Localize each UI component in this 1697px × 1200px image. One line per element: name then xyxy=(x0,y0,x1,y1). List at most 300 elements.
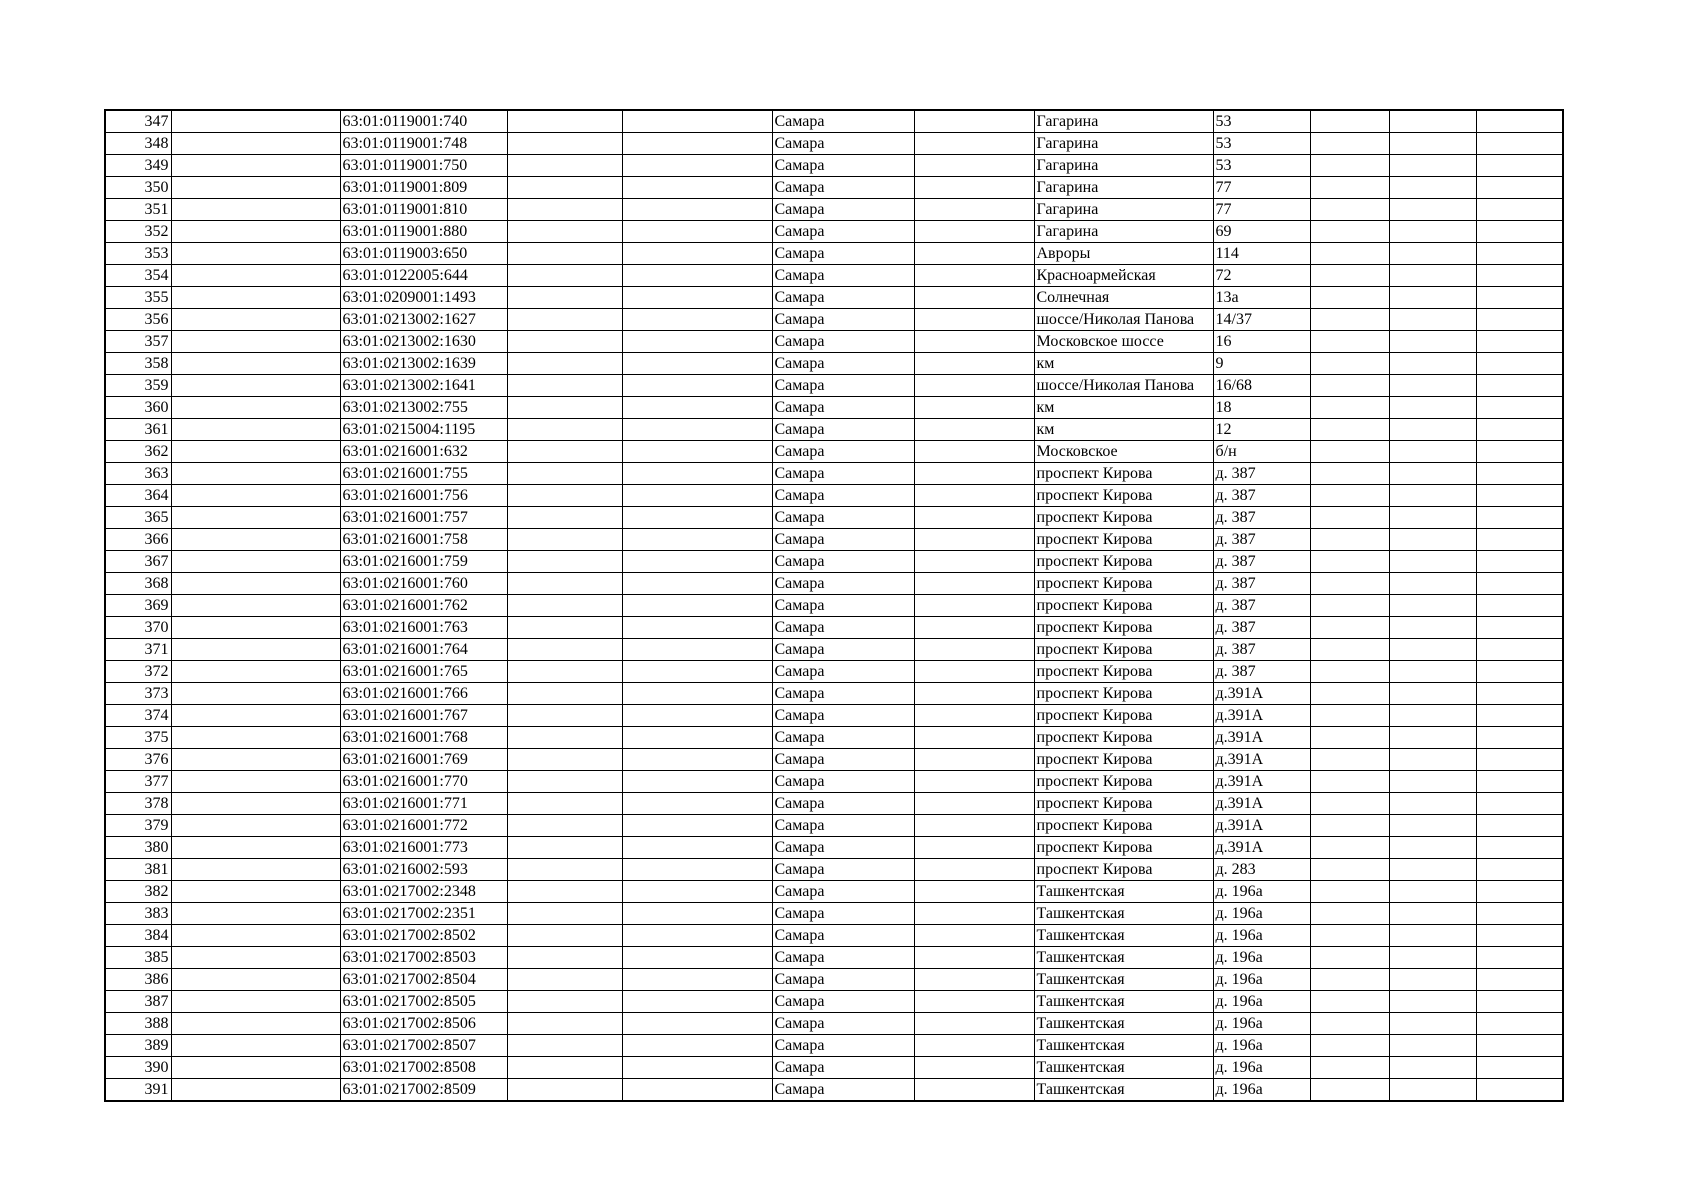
cell-street: проспект Кирова xyxy=(1034,617,1213,639)
cell-city: Самара xyxy=(772,661,914,683)
table-row xyxy=(105,529,1563,551)
cell-col-4 xyxy=(507,287,622,309)
cell-col-4 xyxy=(507,595,622,617)
cell-city: Самара xyxy=(772,947,914,969)
cell-col-5 xyxy=(622,199,772,221)
cell-col-7 xyxy=(914,661,1034,683)
cell-house: д. 387 xyxy=(1213,573,1310,595)
cell-row-number: 351 xyxy=(105,199,171,221)
table-row xyxy=(105,771,1563,793)
cell-col-7 xyxy=(914,815,1034,837)
cell-col-10 xyxy=(1310,837,1389,859)
cell-street: Ташкентская xyxy=(1034,881,1213,903)
cell-col-5 xyxy=(622,155,772,177)
cell-col-10 xyxy=(1310,595,1389,617)
cell-col-7 xyxy=(914,397,1034,419)
cell-street: км xyxy=(1034,397,1213,419)
cell-house: д. 196а xyxy=(1213,1013,1310,1035)
table-row xyxy=(105,969,1563,991)
cell-city: Самара xyxy=(772,925,914,947)
cell-house: 72 xyxy=(1213,265,1310,287)
cell-col-10 xyxy=(1310,859,1389,881)
cell-street: Ташкентская xyxy=(1034,903,1213,925)
cell-city: Самара xyxy=(772,881,914,903)
cell-row-number: 350 xyxy=(105,177,171,199)
cell-row-number: 359 xyxy=(105,375,171,397)
cell-col-10 xyxy=(1310,551,1389,573)
cell-col-12 xyxy=(1476,815,1563,837)
cell-col-12 xyxy=(1476,485,1563,507)
cell-col-5 xyxy=(622,639,772,661)
cell-col-12 xyxy=(1476,309,1563,331)
cell-street: проспект Кирова xyxy=(1034,749,1213,771)
cell-col-12 xyxy=(1476,1035,1563,1057)
cell-col-4 xyxy=(507,551,622,573)
cell-col-11 xyxy=(1389,243,1476,265)
cell-col-12 xyxy=(1476,727,1563,749)
cell-col-2 xyxy=(171,573,340,595)
cell-col-5 xyxy=(622,947,772,969)
cell-col-5 xyxy=(622,353,772,375)
cell-house: д. 196а xyxy=(1213,947,1310,969)
cell-col-5 xyxy=(622,771,772,793)
cell-col-12 xyxy=(1476,661,1563,683)
cell-cadastral-number: 63:01:0216002:593 xyxy=(340,859,507,881)
cell-col-5 xyxy=(622,133,772,155)
cell-col-5 xyxy=(622,705,772,727)
table-row xyxy=(105,1035,1563,1057)
cell-cadastral-number: 63:01:0119001:880 xyxy=(340,221,507,243)
cell-col-7 xyxy=(914,221,1034,243)
cell-col-12 xyxy=(1476,881,1563,903)
cell-city: Самара xyxy=(772,573,914,595)
cell-city: Самара xyxy=(772,287,914,309)
cell-col-2 xyxy=(171,155,340,177)
cell-col-12 xyxy=(1476,287,1563,309)
cell-col-7 xyxy=(914,419,1034,441)
cell-cadastral-number: 63:01:0217002:8505 xyxy=(340,991,507,1013)
cell-city: Самара xyxy=(772,353,914,375)
cell-col-4 xyxy=(507,441,622,463)
cell-col-5 xyxy=(622,881,772,903)
cell-col-5 xyxy=(622,243,772,265)
cell-row-number: 363 xyxy=(105,463,171,485)
cell-street: проспект Кирова xyxy=(1034,551,1213,573)
cell-house: д. 387 xyxy=(1213,595,1310,617)
cell-col-2 xyxy=(171,551,340,573)
cell-col-10 xyxy=(1310,287,1389,309)
cell-col-10 xyxy=(1310,265,1389,287)
cell-cadastral-number: 63:01:0216001:766 xyxy=(340,683,507,705)
cell-house: д. 387 xyxy=(1213,551,1310,573)
cell-col-11 xyxy=(1389,551,1476,573)
table-row xyxy=(105,595,1563,617)
cell-city: Самара xyxy=(772,793,914,815)
cell-house: д.391А xyxy=(1213,683,1310,705)
cell-cadastral-number: 63:01:0213002:1630 xyxy=(340,331,507,353)
cell-row-number: 364 xyxy=(105,485,171,507)
cell-col-4 xyxy=(507,771,622,793)
cell-row-number: 374 xyxy=(105,705,171,727)
cell-col-11 xyxy=(1389,353,1476,375)
cell-col-12 xyxy=(1476,639,1563,661)
cell-street: Ташкентская xyxy=(1034,1013,1213,1035)
table-row xyxy=(105,463,1563,485)
cell-col-11 xyxy=(1389,859,1476,881)
cell-city: Самара xyxy=(772,177,914,199)
cell-col-12 xyxy=(1476,331,1563,353)
cell-row-number: 361 xyxy=(105,419,171,441)
cell-row-number: 381 xyxy=(105,859,171,881)
cell-row-number: 348 xyxy=(105,133,171,155)
table-row xyxy=(105,551,1563,573)
cell-street: Солнечная xyxy=(1034,287,1213,309)
cell-house: д. 387 xyxy=(1213,639,1310,661)
cell-col-11 xyxy=(1389,221,1476,243)
cell-city: Самара xyxy=(772,1013,914,1035)
cell-col-4 xyxy=(507,133,622,155)
cell-col-4 xyxy=(507,1079,622,1102)
cell-row-number: 370 xyxy=(105,617,171,639)
cell-row-number: 352 xyxy=(105,221,171,243)
cell-cadastral-number: 63:01:0217002:2348 xyxy=(340,881,507,903)
cell-col-7 xyxy=(914,309,1034,331)
cell-col-10 xyxy=(1310,1079,1389,1102)
cell-city: Самара xyxy=(772,507,914,529)
cell-col-4 xyxy=(507,110,622,133)
registry-table xyxy=(104,109,1564,1102)
cell-col-4 xyxy=(507,859,622,881)
cell-col-4 xyxy=(507,463,622,485)
cell-col-5 xyxy=(622,265,772,287)
cell-house: 14/37 xyxy=(1213,309,1310,331)
cell-col-2 xyxy=(171,925,340,947)
cell-cadastral-number: 63:01:0217002:8506 xyxy=(340,1013,507,1035)
cell-col-2 xyxy=(171,1079,340,1102)
cell-col-5 xyxy=(622,683,772,705)
table-row xyxy=(105,991,1563,1013)
cell-cadastral-number: 63:01:0217002:8504 xyxy=(340,969,507,991)
cell-col-10 xyxy=(1310,485,1389,507)
cell-col-7 xyxy=(914,331,1034,353)
cell-col-5 xyxy=(622,661,772,683)
cell-col-2 xyxy=(171,463,340,485)
cell-col-10 xyxy=(1310,903,1389,925)
table-row xyxy=(105,331,1563,353)
cell-col-7 xyxy=(914,969,1034,991)
cell-col-11 xyxy=(1389,881,1476,903)
cell-col-4 xyxy=(507,199,622,221)
cell-col-11 xyxy=(1389,199,1476,221)
cell-col-10 xyxy=(1310,815,1389,837)
cell-row-number: 366 xyxy=(105,529,171,551)
cell-house: д. 387 xyxy=(1213,661,1310,683)
cell-col-7 xyxy=(914,705,1034,727)
cell-cadastral-number: 63:01:0216001:770 xyxy=(340,771,507,793)
cell-col-4 xyxy=(507,397,622,419)
cell-cadastral-number: 63:01:0213002:1641 xyxy=(340,375,507,397)
cell-col-7 xyxy=(914,947,1034,969)
cell-col-4 xyxy=(507,661,622,683)
cell-col-12 xyxy=(1476,1057,1563,1079)
table-row xyxy=(105,639,1563,661)
cell-col-11 xyxy=(1389,617,1476,639)
cell-street: Ташкентская xyxy=(1034,1035,1213,1057)
cell-city: Самара xyxy=(772,969,914,991)
cell-col-7 xyxy=(914,925,1034,947)
cell-col-2 xyxy=(171,265,340,287)
cell-col-7 xyxy=(914,243,1034,265)
cell-street: проспект Кирова xyxy=(1034,705,1213,727)
table-row xyxy=(105,287,1563,309)
cell-col-2 xyxy=(171,507,340,529)
cell-col-12 xyxy=(1476,265,1563,287)
cell-col-10 xyxy=(1310,177,1389,199)
table-row xyxy=(105,903,1563,925)
cell-col-7 xyxy=(914,771,1034,793)
cell-col-10 xyxy=(1310,683,1389,705)
cell-col-11 xyxy=(1389,771,1476,793)
cell-house: 53 xyxy=(1213,110,1310,133)
cell-col-11 xyxy=(1389,507,1476,529)
cell-col-11 xyxy=(1389,991,1476,1013)
cell-col-5 xyxy=(622,375,772,397)
cell-street: Гагарина xyxy=(1034,110,1213,133)
cell-col-2 xyxy=(171,969,340,991)
cell-col-10 xyxy=(1310,441,1389,463)
cell-col-2 xyxy=(171,1013,340,1035)
cell-col-4 xyxy=(507,243,622,265)
cell-row-number: 382 xyxy=(105,881,171,903)
table-row xyxy=(105,837,1563,859)
cell-city: Самара xyxy=(772,155,914,177)
table-row xyxy=(105,947,1563,969)
cell-col-2 xyxy=(171,793,340,815)
cell-col-7 xyxy=(914,177,1034,199)
cell-street: проспект Кирова xyxy=(1034,595,1213,617)
cell-col-4 xyxy=(507,1013,622,1035)
table-row xyxy=(105,815,1563,837)
cell-house: д.391А xyxy=(1213,771,1310,793)
cell-col-11 xyxy=(1389,837,1476,859)
cell-col-4 xyxy=(507,639,622,661)
cell-city: Самара xyxy=(772,1079,914,1102)
cell-house: 53 xyxy=(1213,155,1310,177)
cell-street: шоссе/Николая Панова xyxy=(1034,309,1213,331)
cell-col-11 xyxy=(1389,441,1476,463)
cell-col-7 xyxy=(914,903,1034,925)
cell-house: д. 196а xyxy=(1213,991,1310,1013)
cell-col-5 xyxy=(622,859,772,881)
cell-col-12 xyxy=(1476,947,1563,969)
cell-cadastral-number: 63:01:0216001:758 xyxy=(340,529,507,551)
cell-city: Самара xyxy=(772,221,914,243)
cell-street: проспект Кирова xyxy=(1034,639,1213,661)
cell-house: д. 387 xyxy=(1213,463,1310,485)
cell-col-2 xyxy=(171,331,340,353)
cell-col-4 xyxy=(507,903,622,925)
table-row xyxy=(105,683,1563,705)
cell-col-11 xyxy=(1389,110,1476,133)
cell-house: д. 387 xyxy=(1213,507,1310,529)
cell-cadastral-number: 63:01:0217002:8507 xyxy=(340,1035,507,1057)
cell-house: 16 xyxy=(1213,331,1310,353)
cell-cadastral-number: 63:01:0217002:8502 xyxy=(340,925,507,947)
cell-col-10 xyxy=(1310,793,1389,815)
cell-col-4 xyxy=(507,507,622,529)
cell-row-number: 354 xyxy=(105,265,171,287)
cell-house: 12 xyxy=(1213,419,1310,441)
cell-row-number: 378 xyxy=(105,793,171,815)
cell-col-7 xyxy=(914,1035,1034,1057)
cell-col-11 xyxy=(1389,793,1476,815)
cell-cadastral-number: 63:01:0213002:1627 xyxy=(340,309,507,331)
cell-cadastral-number: 63:01:0217002:8503 xyxy=(340,947,507,969)
cell-house: б/н xyxy=(1213,441,1310,463)
cell-city: Самара xyxy=(772,1035,914,1057)
cell-col-5 xyxy=(622,419,772,441)
cell-house: 114 xyxy=(1213,243,1310,265)
cell-house: д. 387 xyxy=(1213,617,1310,639)
cell-street: Ташкентская xyxy=(1034,969,1213,991)
cell-col-7 xyxy=(914,837,1034,859)
cell-col-5 xyxy=(622,221,772,243)
cell-col-5 xyxy=(622,551,772,573)
cell-house: д. 196а xyxy=(1213,969,1310,991)
cell-col-10 xyxy=(1310,221,1389,243)
cell-col-2 xyxy=(171,397,340,419)
cell-street: Гагарина xyxy=(1034,133,1213,155)
cell-house: д.391А xyxy=(1213,727,1310,749)
cell-col-12 xyxy=(1476,375,1563,397)
cell-street: проспект Кирова xyxy=(1034,793,1213,815)
cell-col-7 xyxy=(914,551,1034,573)
cell-cadastral-number: 63:01:0122005:644 xyxy=(340,265,507,287)
cell-col-4 xyxy=(507,705,622,727)
cell-row-number: 367 xyxy=(105,551,171,573)
cell-col-2 xyxy=(171,287,340,309)
cell-cadastral-number: 63:01:0216001:762 xyxy=(340,595,507,617)
cell-col-10 xyxy=(1310,991,1389,1013)
cell-cadastral-number: 63:01:0216001:763 xyxy=(340,617,507,639)
cell-street: Ташкентская xyxy=(1034,947,1213,969)
table-row xyxy=(105,617,1563,639)
cell-cadastral-number: 63:01:0119001:750 xyxy=(340,155,507,177)
cell-col-7 xyxy=(914,155,1034,177)
cell-col-2 xyxy=(171,353,340,375)
cell-street: проспект Кирова xyxy=(1034,573,1213,595)
cell-col-4 xyxy=(507,221,622,243)
cell-col-10 xyxy=(1310,375,1389,397)
cell-house: 77 xyxy=(1213,199,1310,221)
cell-col-4 xyxy=(507,155,622,177)
cell-col-11 xyxy=(1389,1057,1476,1079)
cell-cadastral-number: 63:01:0215004:1195 xyxy=(340,419,507,441)
cell-city: Самара xyxy=(772,639,914,661)
cell-col-4 xyxy=(507,969,622,991)
cell-city: Самара xyxy=(772,551,914,573)
cell-cadastral-number: 63:01:0216001:760 xyxy=(340,573,507,595)
cell-col-10 xyxy=(1310,661,1389,683)
cell-street: Ташкентская xyxy=(1034,925,1213,947)
cell-col-4 xyxy=(507,881,622,903)
cell-city: Самара xyxy=(772,749,914,771)
table-row xyxy=(105,1013,1563,1035)
table-row xyxy=(105,727,1563,749)
cell-col-10 xyxy=(1310,397,1389,419)
cell-city: Самара xyxy=(772,727,914,749)
cell-col-2 xyxy=(171,110,340,133)
cell-col-5 xyxy=(622,1013,772,1035)
cell-street: проспект Кирова xyxy=(1034,727,1213,749)
cell-city: Самара xyxy=(772,397,914,419)
cell-row-number: 384 xyxy=(105,925,171,947)
cell-house: д.391А xyxy=(1213,837,1310,859)
cell-cadastral-number: 63:01:0216001:765 xyxy=(340,661,507,683)
table-row xyxy=(105,133,1563,155)
table-row xyxy=(105,1057,1563,1079)
cell-col-11 xyxy=(1389,133,1476,155)
cell-col-5 xyxy=(622,595,772,617)
cell-col-12 xyxy=(1476,353,1563,375)
cell-row-number: 390 xyxy=(105,1057,171,1079)
cell-row-number: 379 xyxy=(105,815,171,837)
cell-row-number: 385 xyxy=(105,947,171,969)
cell-row-number: 357 xyxy=(105,331,171,353)
cell-col-11 xyxy=(1389,683,1476,705)
cell-house: 16/68 xyxy=(1213,375,1310,397)
cell-cadastral-number: 63:01:0216001:768 xyxy=(340,727,507,749)
cell-col-2 xyxy=(171,815,340,837)
cell-col-12 xyxy=(1476,463,1563,485)
cell-col-12 xyxy=(1476,221,1563,243)
cell-col-10 xyxy=(1310,1057,1389,1079)
cell-col-2 xyxy=(171,947,340,969)
cell-col-5 xyxy=(622,903,772,925)
table-row xyxy=(105,221,1563,243)
cell-col-12 xyxy=(1476,749,1563,771)
cell-row-number: 387 xyxy=(105,991,171,1013)
cell-street: шоссе/Николая Панова xyxy=(1034,375,1213,397)
cell-col-2 xyxy=(171,221,340,243)
cell-col-12 xyxy=(1476,177,1563,199)
cell-col-2 xyxy=(171,683,340,705)
cell-row-number: 355 xyxy=(105,287,171,309)
cell-col-5 xyxy=(622,441,772,463)
cell-col-7 xyxy=(914,441,1034,463)
cell-col-10 xyxy=(1310,155,1389,177)
cell-col-10 xyxy=(1310,771,1389,793)
table-row xyxy=(105,573,1563,595)
cell-col-12 xyxy=(1476,110,1563,133)
cell-col-2 xyxy=(171,485,340,507)
cell-row-number: 372 xyxy=(105,661,171,683)
cell-house: д.391А xyxy=(1213,749,1310,771)
cell-col-10 xyxy=(1310,110,1389,133)
cell-col-7 xyxy=(914,617,1034,639)
table-row xyxy=(105,1079,1563,1102)
cell-col-7 xyxy=(914,1079,1034,1102)
cell-col-11 xyxy=(1389,639,1476,661)
cell-col-4 xyxy=(507,353,622,375)
cell-street: км xyxy=(1034,419,1213,441)
cell-col-5 xyxy=(622,1057,772,1079)
cell-col-5 xyxy=(622,573,772,595)
table-row xyxy=(105,155,1563,177)
table-row xyxy=(105,749,1563,771)
cell-col-7 xyxy=(914,1013,1034,1035)
cell-cadastral-number: 63:01:0216001:764 xyxy=(340,639,507,661)
